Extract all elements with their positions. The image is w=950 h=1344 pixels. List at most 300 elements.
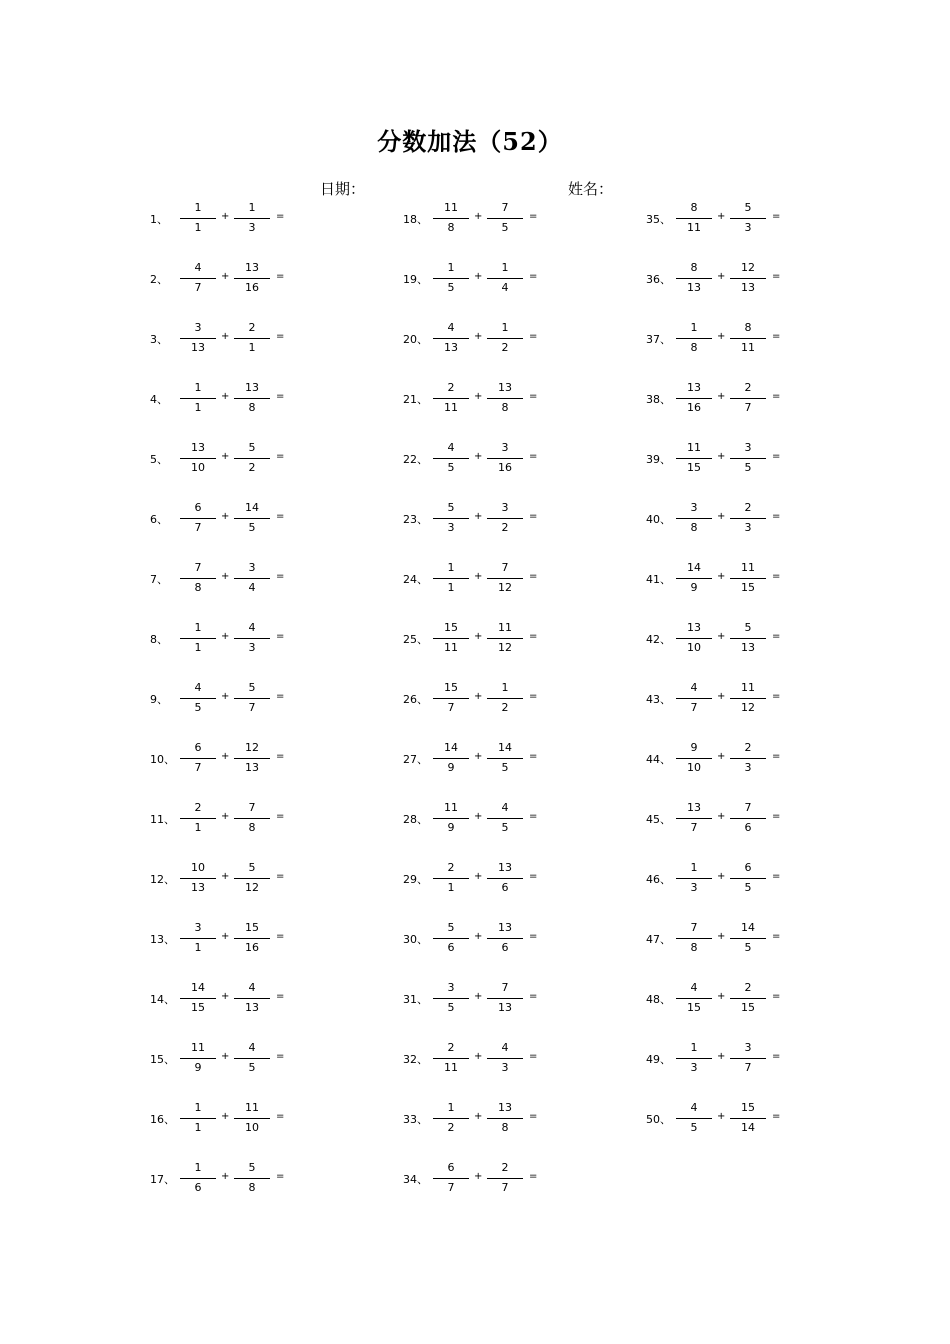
fraction-bar (234, 638, 270, 639)
fraction-2 (730, 439, 766, 479)
plus-sign: + (717, 871, 726, 882)
fraction-bar (180, 1058, 216, 1059)
equals-sign: = (276, 451, 285, 462)
denominator: 3 (248, 221, 256, 234)
equals-sign: = (772, 751, 781, 762)
numerator: 13 (687, 801, 701, 814)
problem-item (403, 439, 643, 479)
numerator: 1 (248, 201, 256, 214)
problem-number: 39、 (646, 453, 671, 466)
denominator: 7 (194, 761, 202, 774)
fraction-bar (234, 398, 270, 399)
fraction-1 (676, 979, 712, 1019)
denominator: 11 (741, 341, 755, 354)
numerator: 13 (687, 381, 701, 394)
fraction-2 (487, 799, 523, 839)
fraction-bar (234, 218, 270, 219)
problem-number: 1、 (150, 213, 168, 226)
problem-item (646, 619, 886, 659)
fraction-bar (180, 578, 216, 579)
equals-sign: = (529, 931, 538, 942)
fraction-bar (676, 578, 712, 579)
problem-number: 18、 (403, 213, 428, 226)
fraction-bar (730, 818, 766, 819)
fraction-2 (487, 919, 523, 959)
fraction-bar (730, 518, 766, 519)
problem-item (150, 979, 390, 1019)
fraction-bar (180, 458, 216, 459)
fraction-bar (487, 638, 523, 639)
denominator: 1 (194, 821, 202, 834)
fraction-bar (676, 818, 712, 819)
plus-sign: + (221, 931, 230, 942)
denominator: 13 (741, 641, 755, 654)
fraction-bar (487, 938, 523, 939)
fraction-2 (234, 799, 270, 839)
fraction-1 (180, 1099, 216, 1139)
problem-item (646, 499, 886, 539)
problem-item (403, 319, 643, 359)
fraction-bar (730, 878, 766, 879)
denominator: 12 (498, 581, 512, 594)
plus-sign: + (474, 271, 483, 282)
fraction-1 (676, 799, 712, 839)
fraction-bar (487, 698, 523, 699)
numerator: 1 (501, 261, 509, 274)
plus-sign: + (221, 691, 230, 702)
problem-number: 25、 (403, 633, 428, 646)
fraction-2 (730, 679, 766, 719)
denominator: 15 (741, 581, 755, 594)
denominator: 5 (501, 221, 509, 234)
numerator: 1 (447, 261, 455, 274)
fraction-2 (234, 859, 270, 899)
equals-sign: = (276, 631, 285, 642)
numerator: 1 (501, 321, 509, 334)
fraction-bar (234, 338, 270, 339)
denominator: 1 (447, 881, 455, 894)
fraction-1 (433, 859, 469, 899)
numerator: 6 (194, 501, 202, 514)
fraction-2 (234, 679, 270, 719)
fraction-bar (676, 518, 712, 519)
equals-sign: = (529, 871, 538, 882)
numerator: 1 (194, 1161, 202, 1174)
numerator: 4 (248, 621, 256, 634)
problem-item (646, 319, 886, 359)
numerator: 14 (245, 501, 259, 514)
problem-number: 48、 (646, 993, 671, 1006)
plus-sign: + (717, 271, 726, 282)
fraction-bar (676, 698, 712, 699)
fraction-bar (676, 638, 712, 639)
fraction-bar (180, 758, 216, 759)
fraction-1 (676, 439, 712, 479)
fraction-bar (487, 818, 523, 819)
problem-item (403, 379, 643, 419)
problem-number: 9、 (150, 693, 168, 706)
fraction-bar (180, 338, 216, 339)
fraction-1 (433, 559, 469, 599)
denominator: 6 (744, 821, 752, 834)
denominator: 5 (194, 701, 202, 714)
plus-sign: + (717, 331, 726, 342)
problem-number: 28、 (403, 813, 428, 826)
plus-sign: + (474, 1171, 483, 1182)
numerator: 15 (444, 681, 458, 694)
numerator: 11 (687, 441, 701, 454)
numerator: 1 (447, 561, 455, 574)
denominator: 8 (194, 581, 202, 594)
plus-sign: + (474, 451, 483, 462)
fraction-bar (234, 998, 270, 999)
fraction-2 (730, 379, 766, 419)
numerator: 1 (501, 681, 509, 694)
equals-sign: = (529, 751, 538, 762)
plus-sign: + (474, 811, 483, 822)
fraction-1 (433, 1159, 469, 1199)
denominator: 2 (447, 1121, 455, 1134)
equals-sign: = (276, 211, 285, 222)
numerator: 5 (744, 621, 752, 634)
fraction-bar (676, 758, 712, 759)
denominator: 3 (690, 1061, 698, 1074)
fraction-2 (234, 439, 270, 479)
denominator: 1 (194, 221, 202, 234)
numerator: 11 (444, 801, 458, 814)
problem-number: 5、 (150, 453, 168, 466)
problem-number: 6、 (150, 513, 168, 526)
fraction-2 (234, 919, 270, 959)
fraction-bar (234, 818, 270, 819)
fraction-bar (433, 1058, 469, 1059)
numerator: 4 (447, 441, 455, 454)
fraction-bar (234, 758, 270, 759)
problem-number: 50、 (646, 1113, 671, 1126)
fraction-bar (730, 998, 766, 999)
problem-item (646, 1039, 886, 1079)
fraction-2 (234, 259, 270, 299)
numerator: 15 (444, 621, 458, 634)
denominator: 3 (501, 1061, 509, 1074)
denominator: 16 (245, 941, 259, 954)
fraction-bar (730, 278, 766, 279)
denominator: 11 (444, 401, 458, 414)
fraction-bar (433, 938, 469, 939)
denominator: 9 (447, 821, 455, 834)
denominator: 1 (194, 641, 202, 654)
plus-sign: + (717, 751, 726, 762)
problem-item (403, 739, 643, 779)
denominator: 5 (248, 521, 256, 534)
problem-item (646, 199, 886, 239)
fraction-bar (487, 1058, 523, 1059)
fraction-2 (234, 319, 270, 359)
fraction-bar (676, 458, 712, 459)
fraction-1 (180, 919, 216, 959)
denominator: 7 (744, 1061, 752, 1074)
numerator: 8 (690, 261, 698, 274)
equals-sign: = (772, 331, 781, 342)
problem-number: 15、 (150, 1053, 175, 1066)
equals-sign: = (772, 451, 781, 462)
denominator: 8 (248, 1181, 256, 1194)
problem-item (150, 559, 390, 599)
denominator: 13 (741, 281, 755, 294)
numerator: 10 (191, 861, 205, 874)
fraction-bar (730, 398, 766, 399)
problem-item (403, 1099, 643, 1139)
fraction-1 (433, 499, 469, 539)
problem-item (403, 1159, 643, 1199)
problem-item (150, 799, 390, 839)
equals-sign: = (276, 811, 285, 822)
problem-item (646, 439, 886, 479)
equals-sign: = (276, 991, 285, 1002)
fraction-bar (433, 218, 469, 219)
equals-sign: = (772, 991, 781, 1002)
problem-item (150, 1099, 390, 1139)
denominator: 3 (744, 221, 752, 234)
fraction-1 (676, 379, 712, 419)
problem-item (150, 259, 390, 299)
problem-number: 43、 (646, 693, 671, 706)
numerator: 4 (447, 321, 455, 334)
fraction-bar (676, 278, 712, 279)
numerator: 7 (690, 921, 698, 934)
numerator: 13 (498, 921, 512, 934)
fraction-2 (487, 319, 523, 359)
denominator: 10 (191, 461, 205, 474)
denominator: 10 (687, 641, 701, 654)
numerator: 5 (744, 201, 752, 214)
numerator: 14 (687, 561, 701, 574)
fraction-bar (433, 398, 469, 399)
denominator: 1 (194, 941, 202, 954)
plus-sign: + (717, 571, 726, 582)
equals-sign: = (529, 631, 538, 642)
denominator: 15 (687, 1001, 701, 1014)
numerator: 1 (194, 1101, 202, 1114)
numerator: 2 (447, 381, 455, 394)
denominator: 7 (194, 521, 202, 534)
fraction-bar (487, 758, 523, 759)
fraction-bar (234, 458, 270, 459)
denominator: 6 (501, 881, 509, 894)
numerator: 4 (501, 1041, 509, 1054)
equals-sign: = (772, 1051, 781, 1062)
denominator: 8 (690, 341, 698, 354)
fraction-bar (487, 458, 523, 459)
fraction-2 (730, 499, 766, 539)
plus-sign: + (474, 991, 483, 1002)
denominator: 8 (501, 1121, 509, 1134)
fraction-bar (487, 518, 523, 519)
fraction-2 (234, 619, 270, 659)
fraction-1 (676, 619, 712, 659)
problem-number: 40、 (646, 513, 671, 526)
numerator: 2 (744, 741, 752, 754)
problem-item (403, 499, 643, 539)
plus-sign: + (717, 631, 726, 642)
numerator: 11 (741, 681, 755, 694)
problem-number: 32、 (403, 1053, 428, 1066)
fraction-1 (180, 379, 216, 419)
plus-sign: + (221, 751, 230, 762)
denominator: 1 (447, 581, 455, 594)
fraction-1 (180, 979, 216, 1019)
fraction-bar (487, 578, 523, 579)
problem-item (150, 199, 390, 239)
numerator: 13 (687, 621, 701, 634)
fraction-bar (487, 338, 523, 339)
denominator: 8 (248, 821, 256, 834)
fraction-bar (433, 1178, 469, 1179)
fraction-1 (676, 679, 712, 719)
problem-number: 38、 (646, 393, 671, 406)
fraction-2 (730, 1099, 766, 1139)
numerator: 11 (245, 1101, 259, 1114)
denominator: 6 (194, 1181, 202, 1194)
numerator: 3 (744, 441, 752, 454)
denominator: 15 (191, 1001, 205, 1014)
problem-number: 8、 (150, 633, 168, 646)
numerator: 7 (501, 201, 509, 214)
fraction-bar (234, 938, 270, 939)
numerator: 2 (447, 1041, 455, 1054)
problem-item (150, 379, 390, 419)
numerator: 13 (245, 261, 259, 274)
fraction-bar (234, 878, 270, 879)
plus-sign: + (717, 1051, 726, 1062)
denominator: 4 (501, 281, 509, 294)
problem-item (150, 679, 390, 719)
denominator: 4 (248, 581, 256, 594)
equals-sign: = (772, 931, 781, 942)
fraction-bar (433, 458, 469, 459)
denominator: 6 (447, 941, 455, 954)
numerator: 3 (248, 561, 256, 574)
problem-item (403, 799, 643, 839)
problem-item (646, 259, 886, 299)
problem-number: 17、 (150, 1173, 175, 1186)
numerator: 14 (498, 741, 512, 754)
problem-number: 26、 (403, 693, 428, 706)
denominator: 13 (687, 281, 701, 294)
fraction-2 (730, 199, 766, 239)
fraction-bar (180, 218, 216, 219)
fraction-2 (487, 739, 523, 779)
fraction-1 (433, 259, 469, 299)
equals-sign: = (529, 391, 538, 402)
fraction-bar (730, 758, 766, 759)
fraction-bar (730, 338, 766, 339)
numerator: 13 (498, 861, 512, 874)
problem-item (646, 1099, 886, 1139)
problem-number: 35、 (646, 213, 671, 226)
fraction-1 (180, 319, 216, 359)
plus-sign: + (221, 331, 230, 342)
numerator: 2 (744, 981, 752, 994)
problem-item (150, 619, 390, 659)
numerator: 3 (501, 441, 509, 454)
fraction-bar (433, 638, 469, 639)
numerator: 7 (194, 561, 202, 574)
equals-sign: = (772, 631, 781, 642)
denominator: 5 (501, 821, 509, 834)
numerator: 15 (245, 921, 259, 934)
fraction-1 (676, 919, 712, 959)
denominator: 6 (501, 941, 509, 954)
numerator: 5 (447, 921, 455, 934)
numerator: 6 (447, 1161, 455, 1174)
denominator: 7 (690, 821, 698, 834)
numerator: 2 (248, 321, 256, 334)
fraction-bar (180, 878, 216, 879)
denominator: 8 (690, 521, 698, 534)
plus-sign: + (221, 271, 230, 282)
plus-sign: + (221, 1051, 230, 1062)
equals-sign: = (276, 511, 285, 522)
numerator: 13 (498, 381, 512, 394)
fraction-bar (180, 1178, 216, 1179)
numerator: 6 (744, 861, 752, 874)
fraction-bar (730, 218, 766, 219)
numerator: 5 (248, 861, 256, 874)
numerator: 1 (194, 621, 202, 634)
equals-sign: = (772, 571, 781, 582)
problem-item (646, 979, 886, 1019)
denominator: 13 (245, 1001, 259, 1014)
problem-number: 46、 (646, 873, 671, 886)
fraction-1 (433, 379, 469, 419)
problem-item (150, 319, 390, 359)
fraction-bar (487, 278, 523, 279)
equals-sign: = (529, 451, 538, 462)
fraction-bar (676, 338, 712, 339)
denominator: 10 (687, 761, 701, 774)
equals-sign: = (529, 811, 538, 822)
fraction-bar (433, 1118, 469, 1119)
plus-sign: + (474, 1111, 483, 1122)
plus-sign: + (717, 811, 726, 822)
plus-sign: + (221, 1171, 230, 1182)
fraction-bar (676, 998, 712, 999)
fraction-bar (433, 578, 469, 579)
fraction-2 (730, 619, 766, 659)
equals-sign: = (276, 571, 285, 582)
fraction-bar (730, 698, 766, 699)
problem-number: 27、 (403, 753, 428, 766)
plus-sign: + (474, 331, 483, 342)
fraction-2 (730, 979, 766, 1019)
denominator: 16 (498, 461, 512, 474)
problem-number: 45、 (646, 813, 671, 826)
problem-item (403, 559, 643, 599)
equals-sign: = (772, 811, 781, 822)
fraction-bar (730, 458, 766, 459)
plus-sign: + (474, 691, 483, 702)
problem-number: 41、 (646, 573, 671, 586)
equals-sign: = (276, 1111, 285, 1122)
problem-item (150, 1159, 390, 1199)
fraction-1 (433, 919, 469, 959)
numerator: 7 (248, 801, 256, 814)
equals-sign: = (529, 1171, 538, 1182)
numerator: 15 (741, 1101, 755, 1114)
problem-item (150, 499, 390, 539)
equals-sign: = (529, 571, 538, 582)
